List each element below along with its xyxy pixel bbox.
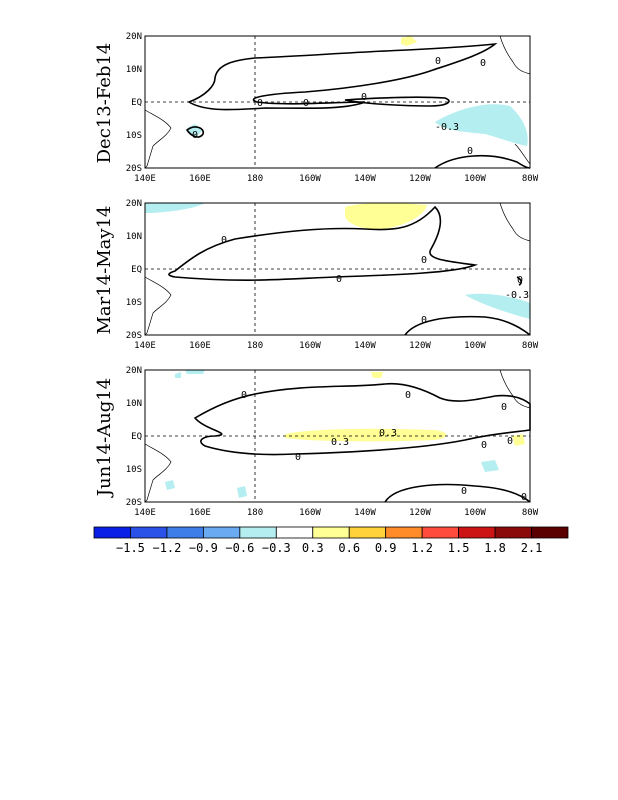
zero-contour [435, 156, 530, 168]
contour-label-zero: 0 [501, 402, 508, 413]
x-tick-label: 100W [464, 174, 486, 184]
map-panel-3 [110, 362, 540, 522]
contour-label-zero: 0 [521, 492, 528, 503]
neg-anomaly-fill [237, 486, 247, 498]
contour-label-zero: 0 [421, 255, 428, 266]
y-tick-label: 10S [125, 465, 142, 475]
contour-label-zero: 0 [507, 436, 514, 447]
land-outline [500, 203, 530, 241]
colorbar-label: −0.9 [188, 541, 218, 555]
contour-label-neg: -0.3 [505, 290, 530, 301]
y-tick-label: 20S [125, 498, 142, 508]
contour-label-zero: 0 [241, 390, 248, 401]
colorbar-label: −0.6 [225, 541, 255, 555]
colorbar-swatch [130, 527, 166, 538]
contour-label-pos: 0.3 [379, 428, 398, 439]
x-tick-label: 180 [246, 174, 264, 184]
panel-label-1: Dec13-Feb14 [94, 42, 115, 164]
land-outline [145, 110, 171, 168]
y-tick-label: 10N [125, 232, 142, 242]
x-tick-label: 80W [521, 341, 539, 351]
colorbar-swatch [240, 527, 276, 538]
y-tick-label: 20S [125, 164, 142, 174]
y-tick-label: 10N [125, 399, 142, 409]
x-tick-label: 160W [299, 174, 321, 184]
contour-label-zero: 0 [295, 452, 302, 463]
neg-anomaly-fill [481, 460, 499, 472]
x-tick-label: 140W [354, 174, 376, 184]
x-tick-label: 100W [464, 341, 486, 351]
y-tick-label: 20N [125, 366, 142, 376]
colorbar-label: 0.9 [374, 541, 397, 555]
colorbar-label: 1.8 [484, 541, 506, 555]
colorbar-label: 1.2 [411, 541, 433, 555]
map-panel-2 [110, 195, 540, 355]
colorbar [90, 525, 580, 561]
contour-label-zero: 0 [336, 274, 343, 285]
contour-label-zero: 0 [257, 98, 264, 109]
y-tick-label: EQ [131, 265, 142, 275]
contour-label-zero: 0 [361, 92, 368, 103]
colorbar-swatch [313, 527, 349, 538]
neg-anomaly-fill [165, 480, 175, 490]
colorbar-label: 2.1 [520, 541, 543, 555]
contour-label-zero: 0 [192, 130, 199, 141]
x-tick-label: 140W [354, 508, 376, 518]
contour-label-zero: 0 [405, 390, 412, 401]
map-panel-1 [110, 28, 540, 188]
contour-label-zero: 0 [480, 58, 487, 69]
y-tick-label: EQ [131, 432, 142, 442]
zero-contour [385, 485, 530, 502]
x-tick-label: 120W [409, 508, 431, 518]
contour-label-zero: 0 [221, 235, 228, 246]
x-tick-label: 160W [299, 508, 321, 518]
x-tick-label: 160W [299, 341, 321, 351]
x-tick-label: 140W [354, 341, 376, 351]
contour-label-zero: 0 [461, 486, 468, 497]
colorbar-swatch [94, 527, 130, 538]
x-tick-label: 180 [246, 508, 264, 518]
colorbar-label: −1.2 [152, 541, 182, 555]
pos-anomaly-fill [371, 372, 383, 378]
land-outline [500, 36, 530, 74]
colorbar-swatch [386, 527, 422, 538]
neg-anomaly-fill [175, 372, 181, 378]
pos-anomaly-fill [345, 203, 427, 229]
colorbar-label: 1.5 [447, 541, 470, 555]
neg-anomaly-fill [185, 370, 205, 374]
colorbar-swatch [167, 527, 203, 538]
y-tick-label: 10S [125, 298, 142, 308]
y-tick-label: 20S [125, 331, 142, 341]
colorbar-label: −1.5 [116, 541, 145, 555]
x-tick-label: 140E [134, 341, 156, 351]
pos-anomaly-fill [401, 36, 417, 46]
land-outline [515, 144, 530, 164]
colorbar-swatch [349, 527, 385, 538]
colorbar-swatch [203, 527, 239, 538]
contour-label-zero: 0 [467, 146, 474, 157]
x-tick-label: 80W [521, 508, 539, 518]
x-tick-label: 140E [134, 174, 156, 184]
y-tick-label: EQ [131, 98, 142, 108]
x-tick-label: 160E [189, 341, 211, 351]
y-tick-label: 20N [125, 199, 142, 209]
colorbar-swatch [422, 527, 458, 538]
x-tick-label: 80W [521, 174, 539, 184]
land-outline [145, 277, 171, 335]
colorbar-swatch [495, 527, 531, 538]
pos-anomaly-fill [285, 429, 446, 442]
x-tick-label: 160E [189, 174, 211, 184]
land-outline [145, 444, 171, 502]
y-tick-label: 20N [125, 32, 142, 42]
colorbar-label: 0.6 [338, 541, 361, 555]
contour-label-neg: -0.3 [435, 122, 460, 133]
contour-label-pos: 0.3 [331, 437, 350, 448]
y-tick-label: 10N [125, 65, 142, 75]
contour-label-zero: 0 [517, 275, 524, 286]
colorbar-swatch [459, 527, 495, 538]
colorbar-label: −0.3 [261, 541, 291, 555]
panel-label-3: Jun14-Aug14 [94, 377, 115, 497]
colorbar-swatch [276, 527, 312, 538]
x-tick-label: 160E [189, 508, 211, 518]
neg-anomaly-fill [145, 203, 205, 213]
x-tick-label: 140E [134, 508, 156, 518]
colorbar-label: 0.3 [301, 541, 324, 555]
contour-label-zero: 0 [481, 440, 488, 451]
contour-label-zero: 0 [435, 56, 442, 67]
colorbar-swatch [532, 527, 568, 538]
contour-label-zero: 0 [303, 98, 310, 109]
x-tick-label: 120W [409, 341, 431, 351]
x-tick-label: 100W [464, 508, 486, 518]
y-tick-label: 10S [125, 131, 142, 141]
contour-label-zero: 0 [421, 315, 428, 326]
panel-label-2: Mar14-May14 [94, 205, 115, 335]
x-tick-label: 120W [409, 174, 431, 184]
x-tick-label: 180 [246, 341, 264, 351]
